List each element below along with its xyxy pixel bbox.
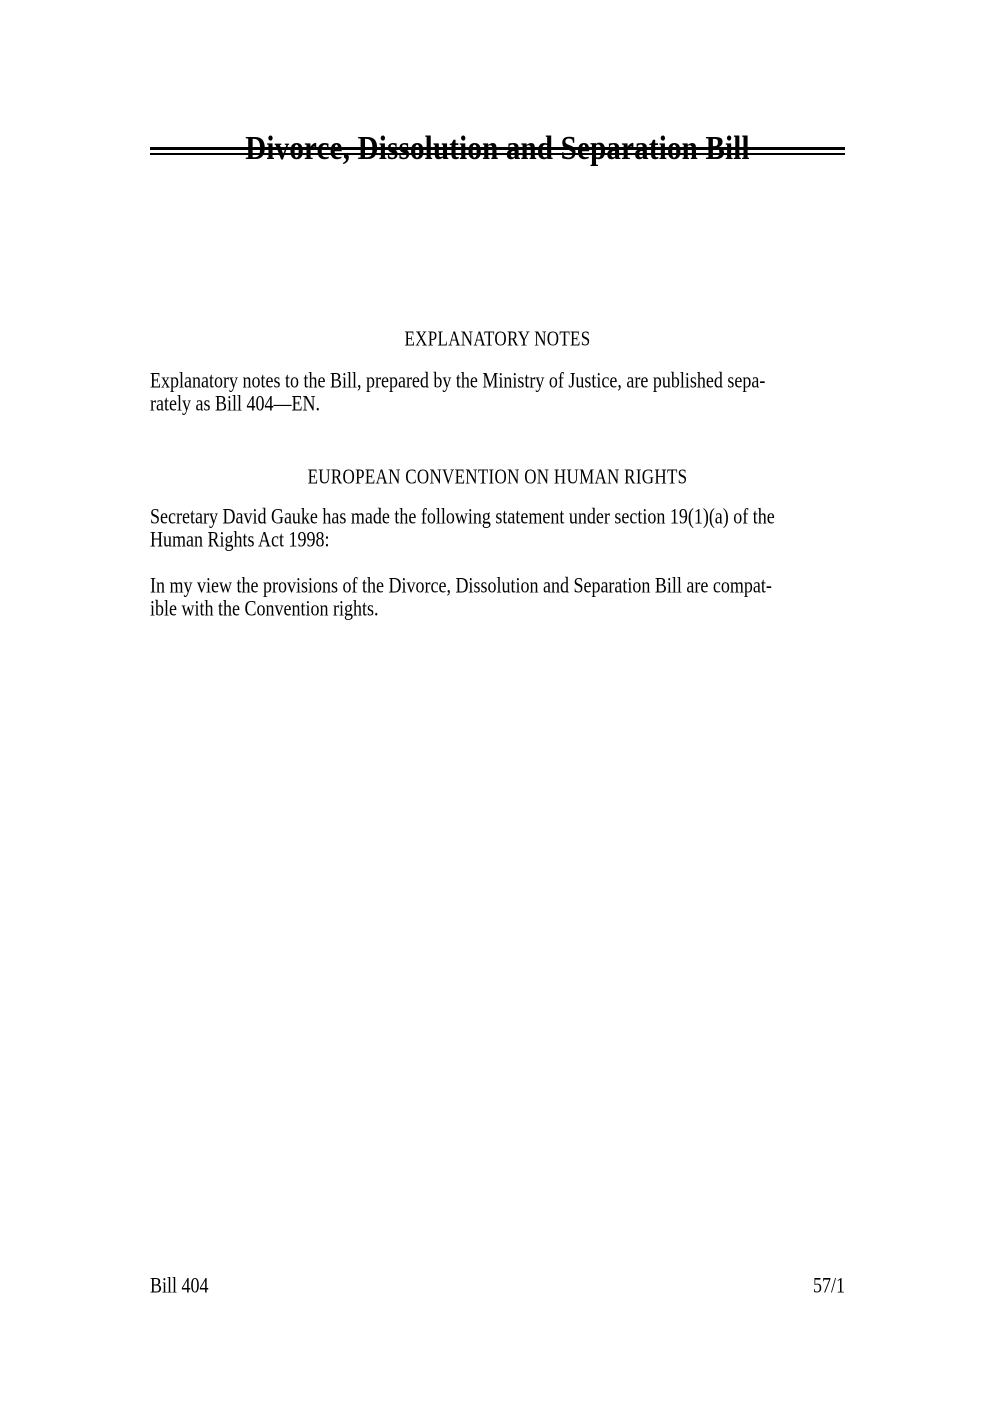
page-title: Divorce, Dissolution and Separation Bill [245, 130, 750, 168]
page-footer [150, 1274, 845, 1298]
paragraph-line: ible with the Convention rights. [150, 596, 379, 621]
echr-statement-body-paragraph [150, 574, 845, 621]
paragraph-line: Secretary David Gauke has made the following statement under section 19(1)(a) of the [150, 503, 775, 529]
paragraph-line: rately as Bill 404—EN. [150, 391, 320, 416]
paragraph-line: Human Rights Act 1998: [150, 527, 330, 552]
footer-session-page-number: 57/1 [812, 1272, 845, 1298]
footer-bill-number: Bill 404 [150, 1272, 209, 1298]
echr-statement-intro-paragraph [150, 505, 845, 552]
explanatory-notes-paragraph [150, 369, 845, 416]
paragraph-line: Explanatory notes to the Bill, prepared by the Ministry of Justice, are published sepa- [150, 367, 766, 393]
title-double-rule [150, 147, 845, 155]
explanatory-notes-heading: EXPLANATORY NOTES [404, 327, 591, 351]
paragraph-line: In my view the provisions of the Divorce, Dissolution and Separation Bill are compat- [150, 572, 772, 598]
echr-heading: EUROPEAN CONVENTION ON HUMAN RIGHTS [307, 465, 688, 489]
